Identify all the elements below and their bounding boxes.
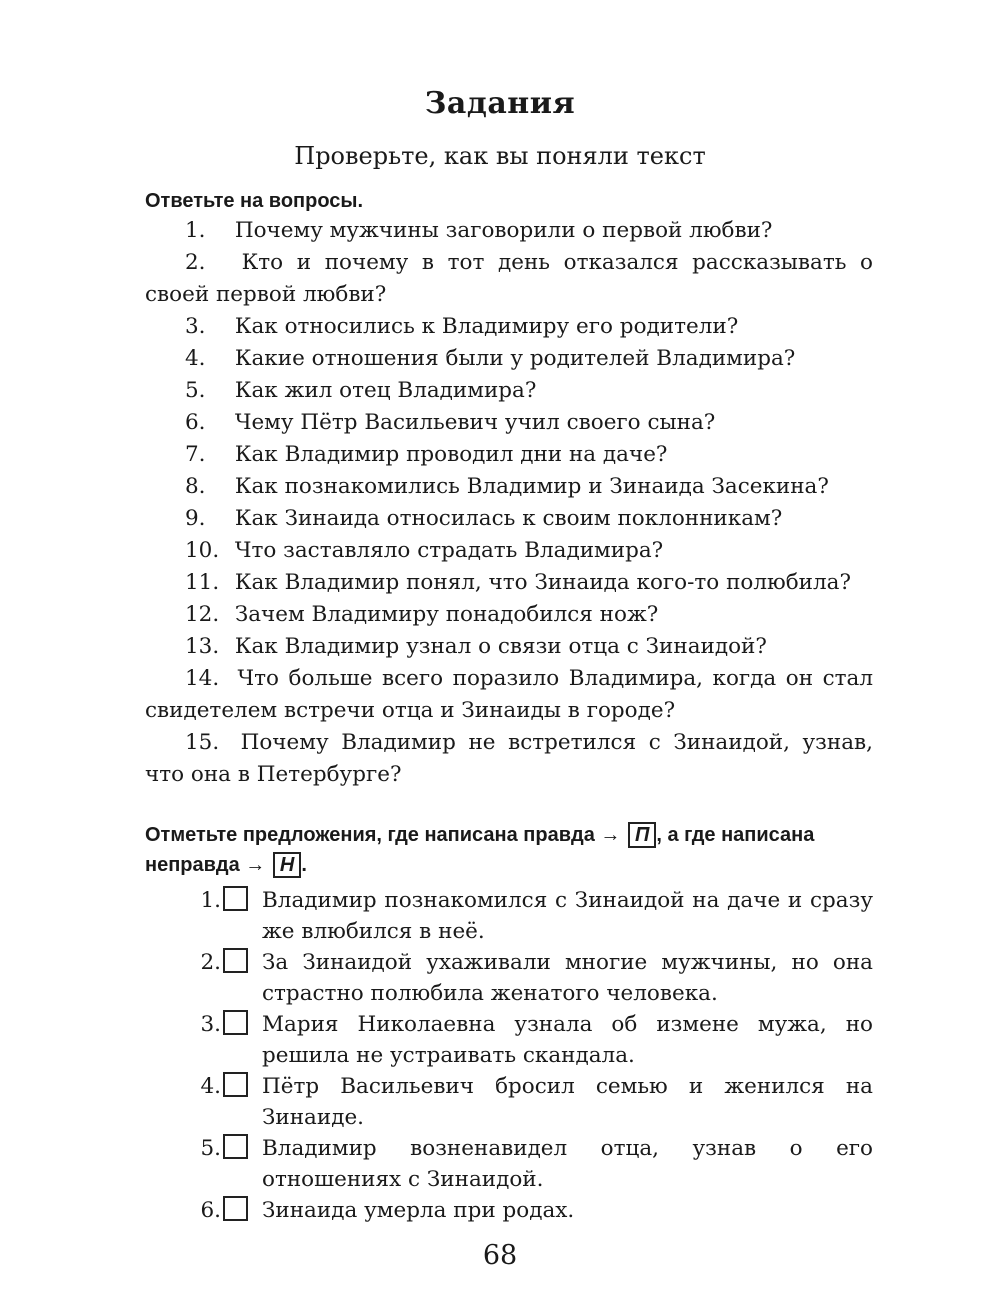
section2-heading-text-2: , а где написана неправда →: [145, 824, 815, 876]
question-item: [145, 471, 873, 503]
question-item: [145, 727, 873, 791]
question-item: [145, 567, 873, 599]
question-number: 2.: [185, 250, 206, 275]
question-item: [145, 407, 873, 439]
statement-text: Мария Николаевна узнала об измене мужа, но решила не устраивать скандала.: [262, 1012, 873, 1068]
question-item: [145, 311, 873, 343]
false-tag: Н: [273, 852, 301, 878]
question-number: 14.: [185, 666, 220, 691]
question-item: [145, 375, 873, 407]
question-number: 5.: [185, 378, 206, 403]
question-item: [145, 215, 873, 247]
statement-text: Пётр Васильевич бросил семью и женился на Зинаиде.: [262, 1074, 873, 1130]
statement-item: [190, 885, 873, 947]
statement-text: Владимир познакомился с Зинаидой на даче и сразу же влюбился в неё.: [262, 888, 873, 944]
question-list: [145, 215, 873, 791]
question-item: [145, 663, 873, 727]
statement-item: [190, 1133, 873, 1195]
question-number: 10.: [185, 538, 220, 563]
answer-checkbox[interactable]: [223, 948, 248, 973]
question-item: [145, 343, 873, 375]
section2-heading-end: .: [301, 854, 307, 876]
question-number: 9.: [185, 506, 206, 531]
question-number: 11.: [185, 570, 220, 595]
question-item: [145, 439, 873, 471]
question-text: Что заставляло страдать Владимира?: [234, 538, 664, 563]
answer-checkbox[interactable]: [223, 1196, 248, 1221]
question-item: [145, 535, 873, 567]
section2-heading: [145, 820, 873, 880]
question-number: 15.: [185, 730, 220, 755]
question-number: 4.: [185, 346, 206, 371]
statement-list: [190, 885, 873, 1226]
question-text: Почему мужчины заговорили о первой любви?: [234, 218, 773, 243]
section2-heading-text: Отметьте предложения, где написана правда →: [145, 824, 621, 846]
question-number: 8.: [185, 474, 206, 499]
section1-heading: Ответьте на вопросы.: [145, 190, 364, 212]
statement-item: [190, 1009, 873, 1071]
page-subtitle: Проверьте, как вы поняли текст: [294, 142, 706, 170]
question-text: Как познакомились Владимир и Зинаида Засекина?: [234, 474, 829, 499]
statement-text: Зинаида умерла при родах.: [262, 1198, 575, 1223]
statement-number: 3.: [200, 1012, 221, 1037]
question-text: Как жил отец Владимира?: [234, 378, 537, 403]
question-item: [145, 599, 873, 631]
statement-number: 5.: [200, 1136, 221, 1161]
question-number: 13.: [185, 634, 220, 659]
question-number: 12.: [185, 602, 220, 627]
statement-text: Владимир возненавидел отца, узнав о его отношениях с Зинаидой.: [262, 1136, 873, 1192]
question-text: Как Владимир проводил дни на даче?: [234, 442, 668, 467]
question-number: 7.: [185, 442, 206, 467]
statement-number: 2.: [200, 950, 221, 975]
question-item: [145, 247, 873, 311]
statement-item: [190, 1071, 873, 1133]
question-text: Что больше всего поразило Владимира, когда он стал свидетелем встречи отца и Зинаиды в городе?: [145, 666, 873, 723]
answer-checkbox[interactable]: [223, 886, 248, 911]
statement-text: За Зинаидой ухаживали многие мужчины, но она страстно полюбила женатого человека.: [262, 950, 873, 1006]
question-text: Как Владимир понял, что Зинаида кого-то полюбила?: [234, 570, 851, 595]
true-tag: П: [628, 822, 656, 848]
question-number: 1.: [185, 218, 206, 243]
statement-item: [190, 947, 873, 1009]
question-text: Кто и почему в тот день отказался рассказывать о своей первой любви?: [145, 250, 873, 307]
question-text: Как относились к Владимиру его родители?: [234, 314, 739, 339]
question-text: Как Зинаида относилась к своим поклонникам?: [234, 506, 783, 531]
answer-checkbox[interactable]: [223, 1010, 248, 1035]
page-title: Задания: [424, 86, 576, 121]
statement-number: 1.: [200, 888, 221, 913]
statement-number: 4.: [200, 1074, 221, 1099]
answer-checkbox[interactable]: [223, 1072, 248, 1097]
statement-number: 6.: [200, 1198, 221, 1223]
question-item: [145, 631, 873, 663]
question-text: Почему Владимир не встретился с Зинаидой, узнав, что она в Петербурге?: [145, 730, 873, 787]
answer-checkbox[interactable]: [223, 1134, 248, 1159]
page-number: 68: [482, 1240, 518, 1271]
question-text: Зачем Владимиру понадобился нож?: [234, 602, 659, 627]
question-number: 6.: [185, 410, 206, 435]
question-text: Как Владимир узнал о связи отца с Зинаидой?: [234, 634, 767, 659]
question-item: [145, 503, 873, 535]
statement-item: [190, 1195, 873, 1226]
question-text: Какие отношения были у родителей Владимира?: [234, 346, 796, 371]
question-number: 3.: [185, 314, 206, 339]
question-text: Чему Пётр Васильевич учил своего сына?: [234, 410, 716, 435]
